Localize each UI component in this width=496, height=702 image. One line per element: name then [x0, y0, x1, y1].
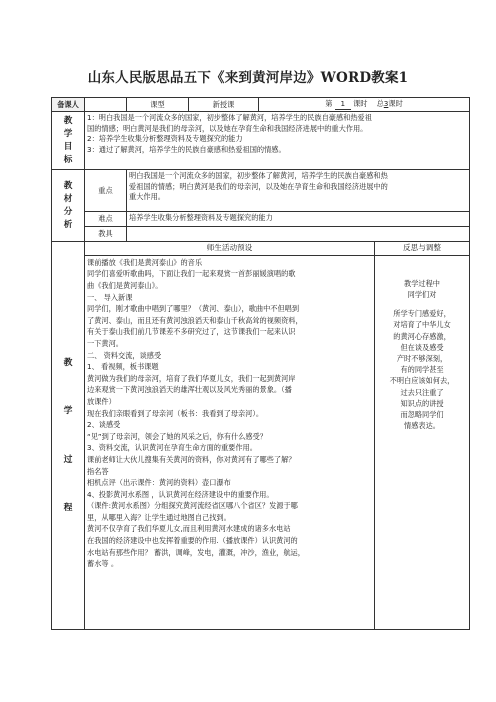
- reflect-line: 有的同学甚至: [400, 365, 444, 375]
- type-value: 新授课: [189, 98, 259, 112]
- analysis-label-char: 分: [63, 206, 73, 217]
- activity-line: 课前老师让大伙儿搜集有关黄河的资料，你对黄河有了哪些了解？: [87, 454, 296, 464]
- lesson-plan-table: [51, 97, 470, 630]
- activity-line: 放课件）: [87, 396, 116, 406]
- lesson-unit: 课时: [353, 99, 368, 108]
- reflect-line: 对培育了中华儿女: [393, 320, 451, 330]
- key-point-line: 明白我国是一个河流众多的国家，初步整体了解黄河，培养学生的民族自豪感和热: [129, 171, 388, 181]
- activity-line: 蓄水等 。: [87, 559, 119, 569]
- tools-row: [52, 227, 470, 242]
- process-label-char: 过: [63, 454, 73, 465]
- activity-line: 2、谈感受: [87, 420, 121, 430]
- preparer-label: 备课人: [52, 98, 85, 112]
- activity-line: 边来观赏一下黄河浊浪滔天的雄浑壮观以及风光秀丽的景象。（播: [87, 385, 292, 395]
- goals-label-char: 标: [63, 154, 73, 165]
- reflect-line: 过去只注重了: [400, 387, 444, 397]
- activity-line: 一、 导入新课: [87, 292, 133, 302]
- activity-line: 曲《我们是黄河泰山》。: [87, 281, 163, 290]
- activity-line: 在我国的经济建设中也发挥着重要的作用.（播放课件）认识黄河的: [87, 536, 298, 546]
- reflect-header: 反思与调整: [375, 242, 470, 255]
- activity-line: 3、资料交流，认识黄河在孕育生命方面的重要作用。: [87, 443, 257, 453]
- key-point-line: 爱祖国的情感；明白黄河是我们的母亲河，以及她在孕育生命和我国经济进展中的: [129, 181, 388, 191]
- activity-line: （课件:黄河水系图）分组探究黄河流经省区哪八个省区？发源于哪: [87, 501, 298, 511]
- tools-content: [127, 227, 470, 242]
- activity-content: [85, 255, 375, 629]
- activity-line: 一下黄河。: [87, 338, 123, 348]
- process-label-char: 教: [63, 357, 73, 368]
- key-point-label: 重点: [85, 170, 127, 212]
- goal-line: 1：明白我国是一个河流众多的国家，初步整体了解黄河，培养学生的民族自豪感和热爱祖: [87, 113, 372, 123]
- goal-line: 2：培养学生收集分析整理资料及专题探究的能力: [87, 134, 243, 144]
- document-title: 山东人民版思品五下《来到黄河岸边》WORD教案1: [87, 70, 409, 86]
- key-point-row: [52, 170, 470, 212]
- process-body-row: [52, 255, 470, 629]
- activity-line: 同学们喜爱听歌曲吗，下面让我们一起来观赏一首彭丽媛演唱的歌: [87, 269, 296, 279]
- reflect-line: 但在谈及感受: [400, 342, 444, 352]
- activity-line: 水电站有那些作用？ 蓄洪，调峰，发电，灌溉，冲沙，渔业，航运，: [87, 547, 305, 557]
- activity-line: 有关于泰山我们前几节课差不多研究过了，这节课我们一起来认识: [87, 327, 296, 337]
- process-label-char: 学: [63, 406, 73, 417]
- key-point-content: [127, 170, 470, 212]
- difficulty-row: [52, 212, 470, 227]
- reflect-line: 不明白应该如何去，: [389, 376, 455, 386]
- analysis-label: [52, 170, 85, 242]
- process-header-row: [52, 242, 470, 255]
- goals-content: [85, 112, 470, 170]
- total-unit: 课时: [388, 99, 403, 108]
- total-number: 3: [383, 99, 389, 108]
- goal-line: 3：通过了解黄河，培养学生的民族自豪感和热爱祖国的情感。: [87, 144, 286, 154]
- activity-line: 指名答: [87, 466, 109, 476]
- reflect-line: 情感表达。: [404, 421, 440, 431]
- tools-label: 教具: [85, 227, 127, 242]
- reflect-line: 知识点的讲授: [400, 398, 444, 408]
- activity-line: 同学们，刚才歌曲中唱到了哪里？（黄河、泰山），歌曲中不但唱到: [87, 304, 300, 314]
- activity-line: 二、 资料交流，谈感受: [87, 350, 162, 360]
- activity-blank: [87, 570, 372, 628]
- analysis-label-char: 材: [63, 193, 73, 204]
- reflect-line: 同学们对: [407, 290, 437, 300]
- lesson-prefix: 第: [325, 99, 333, 108]
- type-label: 课型: [127, 98, 189, 112]
- lesson-number: 1: [335, 99, 351, 110]
- activity-line: 里，从哪里入海？让学生通过地图自己找到。: [87, 512, 231, 522]
- activity-line: 现在我们亲眼看到了母亲河（板书：我看到了母亲河）。: [87, 408, 264, 418]
- reflect-line: [377, 300, 467, 308]
- activity-line: 1、 看视频，板书课题: [87, 362, 159, 372]
- lesson-count: [259, 98, 470, 112]
- reflect-line: 教学过程中: [404, 278, 440, 288]
- difficulty-content: 培养学生收集分析整理资料及专题探究的能力: [127, 212, 470, 227]
- activity-line: 黄河不仅孕育了我们华夏儿女,而且利用黄河水建成的诸多水电站: [87, 524, 291, 534]
- reflect-line: 所学专门感爱好，: [393, 309, 451, 319]
- reflect-line: 的黄河心存感激，: [393, 331, 451, 341]
- activity-line: 4、投影黄河水系图 ，认识黄河在经济建设中的重要作用。: [87, 489, 274, 499]
- analysis-label-char: 析: [63, 219, 73, 230]
- reflect-content: [375, 255, 470, 629]
- reflect-line: 产时不够深刻，: [396, 354, 448, 364]
- activity-header: 师生活动预设: [85, 242, 375, 255]
- preparer-value: [85, 98, 127, 112]
- difficulty-label: 难点: [85, 212, 127, 227]
- goals-label-char: 目: [63, 141, 73, 152]
- reflect-line: 而忽略同学们: [400, 410, 444, 420]
- goals-row: [52, 112, 470, 170]
- goals-label: [52, 112, 85, 170]
- goals-label-char: 学: [63, 128, 73, 139]
- goal-line: 国的情感；明白黄河是我们的母亲河，以及她在孕育生命和我国经济进展中的重大作用。: [87, 123, 368, 133]
- activity-line: 课前播放《我们是黄河泰山》的音乐: [87, 257, 203, 267]
- key-point-line: 重大作用。: [129, 192, 165, 202]
- process-label: [52, 242, 85, 629]
- analysis-label-char: 教: [63, 180, 73, 191]
- total-prefix: 总: [376, 99, 384, 108]
- activity-line: 了黄河、泰山，而且还有黄河浊浪滔天和泰山千秋高耸的视频资料，: [87, 315, 303, 325]
- goals-label-char: 教: [63, 115, 73, 126]
- header-row: [52, 98, 470, 112]
- activity-line: 黄河做为我们的母亲河，培育了我们华夏儿女，我们一起到黄河岸: [87, 373, 296, 383]
- process-label-char: 程: [63, 503, 73, 514]
- activity-line: 相机点评（出示课件：黄河的资料）壶口瀑布: [87, 478, 231, 488]
- activity-line: “见”到了母亲河，领会了她的风采之后，你有什么感受？: [87, 431, 267, 441]
